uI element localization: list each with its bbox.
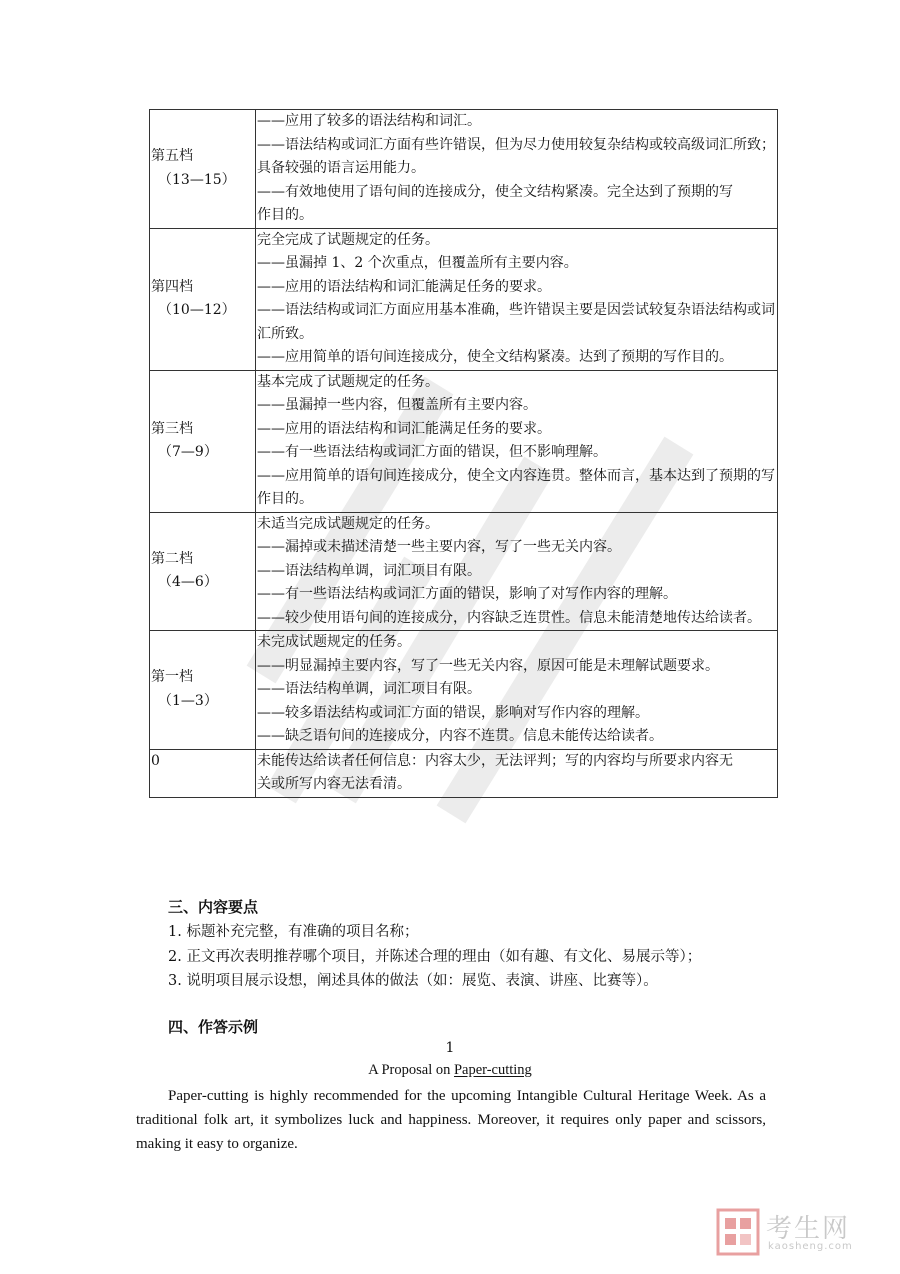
rubric-criterion: ——有一些语法结构或词汇方面的错误，但不影响理解。 — [257, 444, 607, 460]
table-row — [150, 749, 778, 797]
rubric-level-cell — [150, 228, 256, 370]
rubric-criterion: ——语法结构单调，词汇项目有限。 — [257, 681, 481, 697]
essay-title-topic: Paper-cutting — [453, 1062, 532, 1078]
rubric-level-name: 0 — [151, 752, 160, 769]
rubric-criterion: ——语法结构或词汇方面有些许错误，但为尽力使用较复杂结构或较高级词汇所致；具备较强的语言运用能力。 — [257, 136, 775, 176]
scoring-rubric-table — [149, 109, 778, 798]
rubric-level-name: 第一档 — [151, 669, 193, 686]
rubric-level-name: 第二档 — [151, 550, 193, 567]
logo-domain: kaosheng.com — [768, 1241, 853, 1252]
rubric-level-cell — [150, 749, 256, 797]
logo-brand: 考生网 — [766, 1214, 851, 1244]
rubric-criterion: 基本完成了试题规定的任务。 — [257, 373, 439, 390]
logo-mark-icon — [716, 1208, 760, 1256]
rubric-criterion: ——应用的语法结构和词汇能满足任务的要求。 — [257, 420, 551, 437]
example-number: 1 — [445, 1040, 455, 1056]
table-row — [150, 228, 778, 370]
rubric-criterion: ——缺乏语句间的连接成分，内容不连贯。信息未能传达给读者。 — [257, 728, 663, 744]
rubric-criterion: ——应用简单的语句间连接成分，使全文结构紧凑。达到了预期的写作目的。 — [257, 349, 733, 365]
rubric-description-cell — [256, 512, 778, 631]
rubric-level-cell — [150, 370, 256, 512]
table-row — [150, 110, 778, 229]
rubric-criterion: ——虽漏掉 1、2 个次重点，但覆盖所有主要内容。 — [257, 255, 578, 271]
rubric-criterion: ——明显漏掉主要内容，写了一些无关内容，原因可能是未理解试题要求。 — [257, 657, 719, 674]
rubric-description-cell — [256, 228, 778, 370]
list-item: 1. 标题补充完整，有准确的项目名称； — [168, 924, 419, 940]
rubric-score-range: （4—6） — [158, 574, 218, 591]
rubric-criterion: ——漏掉或未描述清楚一些主要内容，写了一些无关内容。 — [257, 539, 621, 555]
rubric-criterion: 完全完成了试题规定的任务。 — [257, 231, 439, 248]
rubric-criterion: ——应用了较多的语法结构和词汇。 — [257, 113, 481, 129]
rubric-criterion: 作目的。 — [257, 207, 313, 223]
rubric-level-name: 第三档 — [151, 420, 193, 437]
rubric-score-range: （10—12） — [158, 302, 236, 318]
list-item: 2. 正文再次表明推荐哪个项目，并陈述合理的理由（如有趣、有文化、易展示等）； — [168, 948, 702, 965]
rubric-level-cell — [150, 631, 256, 750]
rubric-criterion: ——较多语法结构或词汇方面的错误，影响对写作内容的理解。 — [257, 704, 649, 721]
rubric-criterion: ——虽漏掉一些内容，但覆盖所有主要内容。 — [257, 397, 537, 413]
essay-body: Paper-cutting is highly recommended for the upcoming Intangible Cultural Heritage Week. As a traditional folk art, it symbolizes luck and happiness. Moreover, it requires only paper and scissors, making it easy to organize. — [136, 1088, 766, 1152]
essay-title — [0, 1062, 900, 1079]
rubric-description-cell — [256, 631, 778, 750]
content-points-list — [168, 920, 701, 994]
rubric-criterion: 未能传达给读者任何信息：内容太少，无法评判；写的内容均与所要求内容无 — [257, 752, 733, 769]
section-4-title: 四、作答示例 — [168, 1018, 259, 1036]
rubric-criterion: 未完成试题规定的任务。 — [257, 634, 411, 650]
table-row — [150, 631, 778, 750]
rubric-criterion: ——语法结构单调，词汇项目有限。 — [257, 562, 481, 579]
rubric-score-range: （7—9） — [158, 444, 218, 460]
section-3-title: 三、内容要点 — [168, 898, 259, 916]
rubric-criterion: ——有效地使用了语句间的连接成分，使全文结构紧凑。完全达到了预期的写 — [257, 183, 733, 200]
rubric-level-cell — [150, 110, 256, 229]
rubric-score-range: （1—3） — [158, 692, 218, 709]
table-row — [150, 370, 778, 512]
rubric-score-range: （13—15） — [158, 171, 236, 188]
rubric-level-name: 第五档 — [151, 148, 193, 165]
rubric-level-cell — [150, 512, 256, 631]
rubric-criterion: ——语法结构或词汇方面应用基本准确，些许错误主要是因尝试较复杂语法结构或词汇所致。 — [257, 302, 775, 342]
table-row — [150, 512, 778, 631]
rubric-level-name: 第四档 — [151, 278, 193, 295]
rubric-description-cell — [256, 370, 778, 512]
rubric-criterion: ——较少使用语句间的连接成分，内容缺乏连贯性。信息未能清楚地传达给读者。 — [257, 609, 761, 626]
rubric-description-cell — [256, 110, 778, 229]
rubric-criterion: ——应用简单的语句间连接成分，使全文内容连贯。整体而言，基本达到了预期的写作目的。 — [257, 467, 775, 507]
rubric-criterion: ——应用的语法结构和词汇能满足任务的要求。 — [257, 278, 551, 295]
rubric-criterion: ——有一些语法结构或词汇方面的错误，影响了对写作内容的理解。 — [257, 586, 677, 602]
site-logo — [716, 1208, 886, 1258]
rubric-criterion: 关或所写内容无法看清。 — [257, 776, 411, 792]
rubric-criterion: 未适当完成试题规定的任务。 — [257, 515, 439, 532]
rubric-description-cell — [256, 749, 778, 797]
list-item: 3. 说明项目展示设想，阐述具体的做法（如：展览、表演、讲座、比赛等）。 — [168, 973, 658, 989]
essay-title-prefix: A Proposal on — [368, 1062, 454, 1078]
